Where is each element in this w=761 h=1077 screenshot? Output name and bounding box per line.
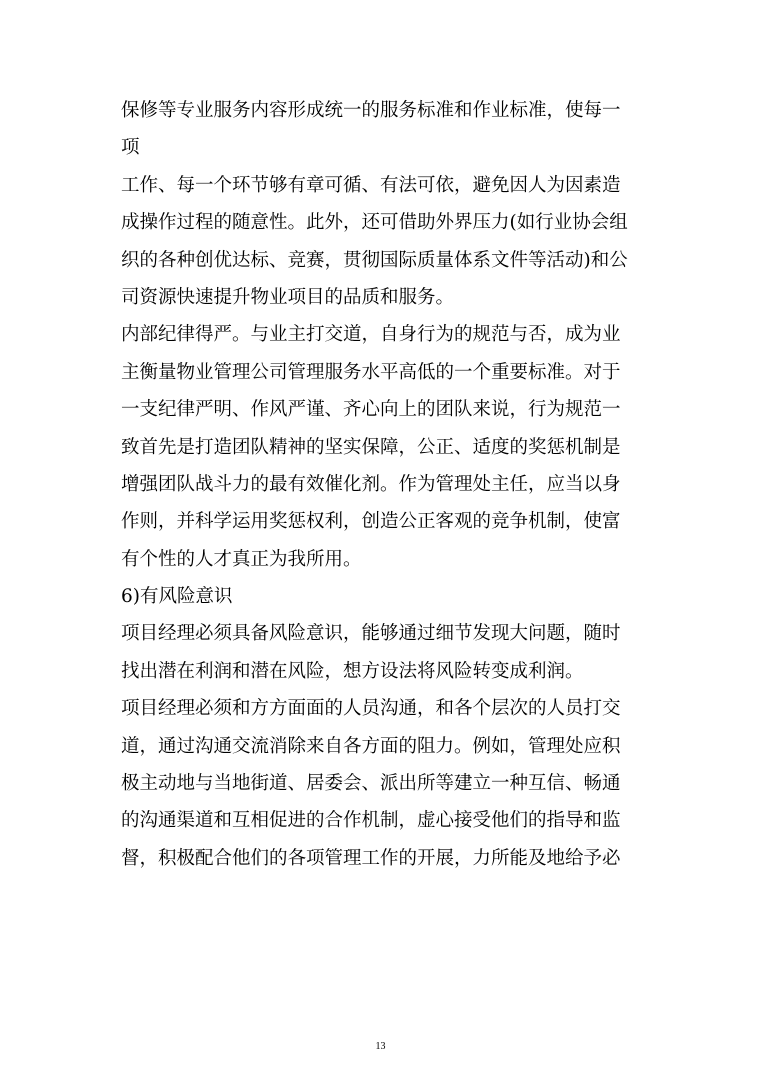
body-text	[121, 92, 641, 877]
text-line: 增强团队战斗力的最有效催化剂。作为管理处主任，应当以身	[121, 473, 621, 495]
text-line: 项	[121, 137, 140, 159]
text-line: 道，通过沟通交流消除来自各方面的阻力。例如，管理处应积	[121, 735, 621, 757]
text-line: 司资源快速提升物业项目的品质和服务。	[121, 286, 455, 308]
text-line: 的沟通渠道和互相促进的合作机制，虚心接受他们的指导和监	[121, 810, 621, 832]
text-line: 督，积极配合他们的各项管理工作的开展，力所能及地给予必	[121, 847, 621, 869]
text-line: 找出潜在利润和潜在风险，想方设法将风险转变成利润。	[121, 660, 584, 682]
text-line: 项目经理必须具备风险意识，能够通过细节发现大问题，随时	[121, 623, 621, 645]
page-number: 13	[375, 1041, 386, 1052]
text-line: 项目经理必须和方方面面的人员沟通，和各个层次的人员打交	[121, 698, 621, 720]
text-line: 致首先是打造团队精神的坚实保障，公正、适度的奖惩机制是	[121, 436, 621, 458]
text-line: 主衡量物业管理公司管理服务水平高低的一个重要标准。对于	[121, 361, 621, 383]
text-line: 织的各种创优达标、竞赛，贯彻国际质量体系文件等活动)和公	[121, 249, 628, 271]
text-line: 保修等专业服务内容形成统一的服务标准和作业标准，使每一	[121, 100, 621, 121]
section-heading: 6)有风险意识	[121, 586, 233, 608]
text-line: 作则，并科学运用奖惩权利，创造公正客观的竞争机制，使富	[121, 511, 621, 533]
text-line: 一支纪律严明、作风严谨、齐心向上的团队来说，行为规范一	[121, 399, 621, 421]
text-line: 有个性的人才真正为我所用。	[121, 548, 362, 570]
text-line: 内部纪律得严。与业主打交道，自身行为的规范与否，成为业	[121, 324, 621, 346]
text-line: 成操作过程的随意性。此外，还可借助外界压力(如行业协会组	[121, 212, 628, 234]
text-line: 极主动地与当地街道、居委会、派出所等建立一种互信、畅通	[121, 773, 621, 795]
text-line: 工作、每一个环节够有章可循、有法可依，避免因人为因素造	[121, 174, 621, 196]
